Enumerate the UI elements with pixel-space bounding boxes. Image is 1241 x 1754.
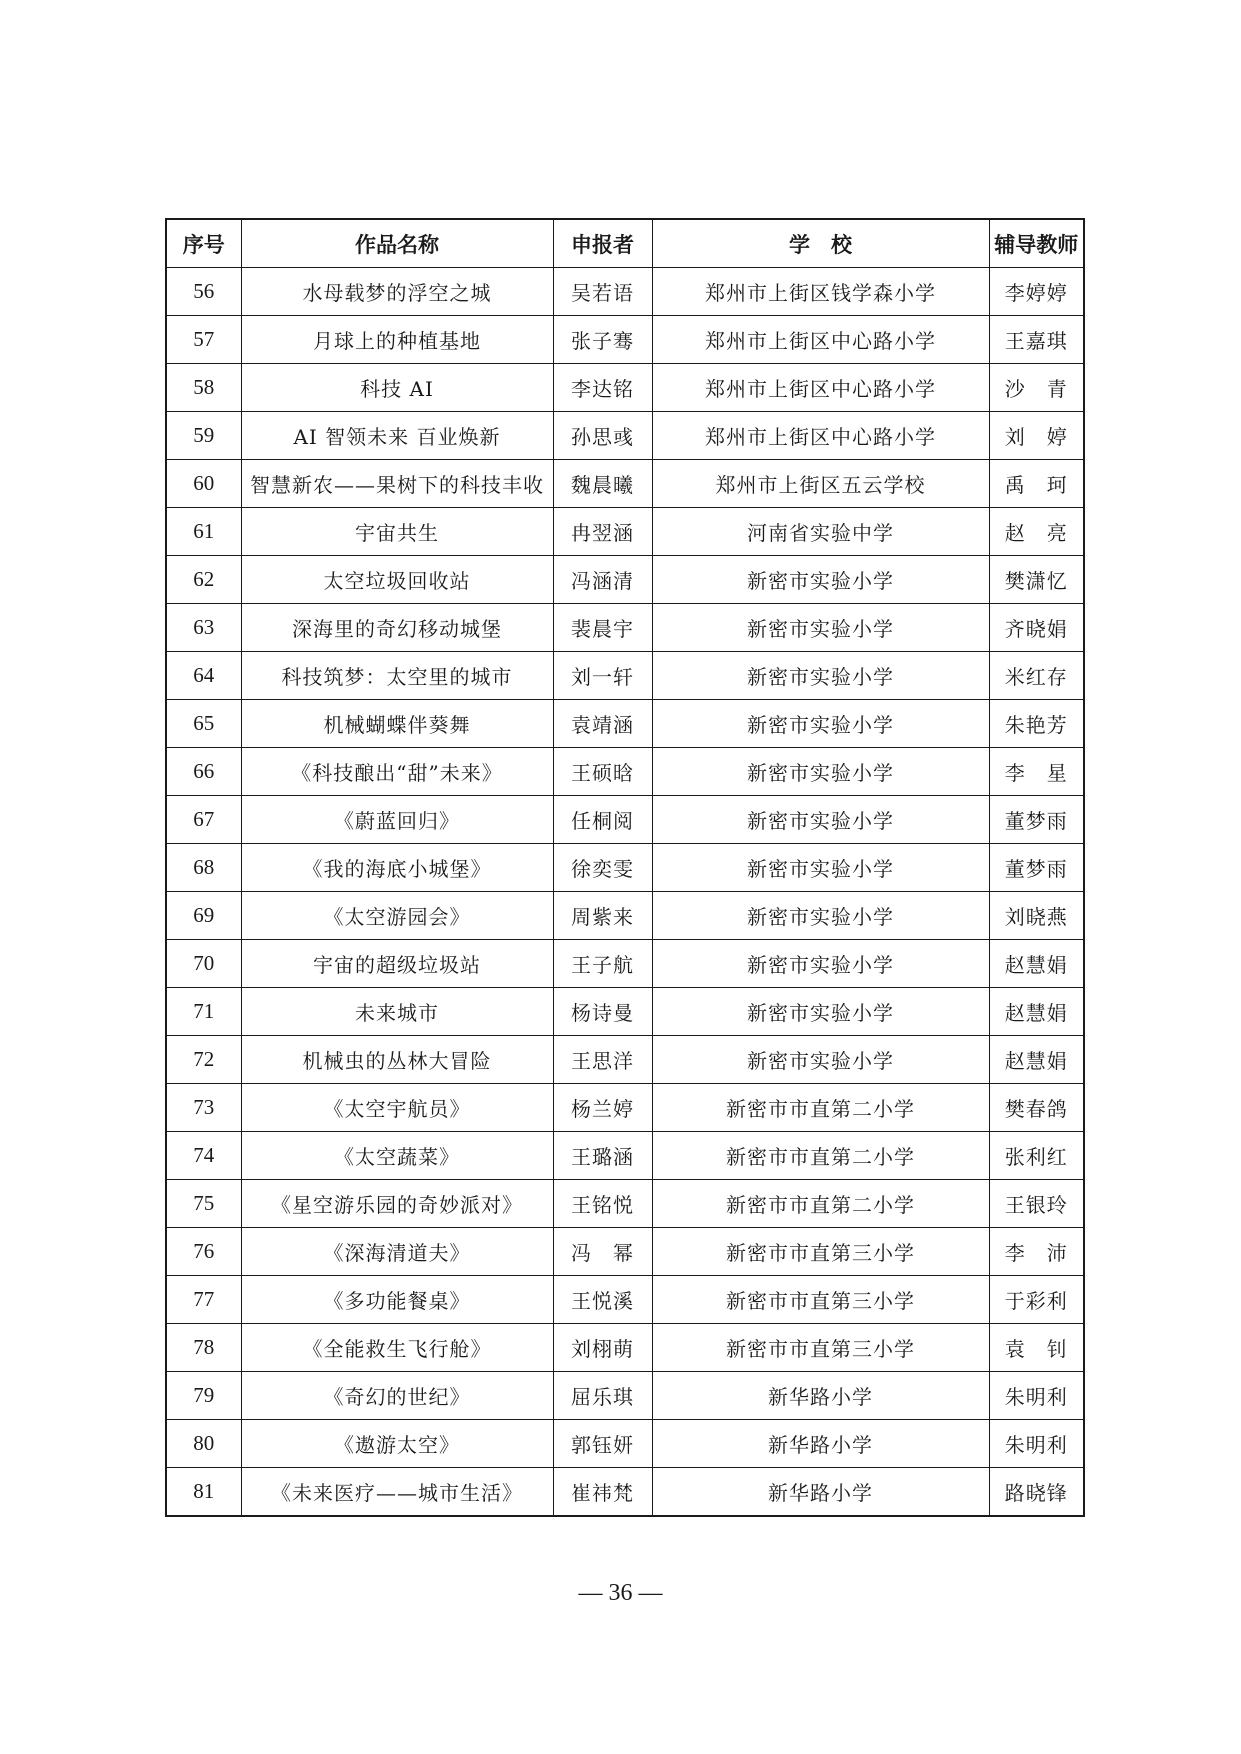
cell-school: 新密市实验小学 <box>652 652 989 700</box>
cell-school: 新密市实验小学 <box>652 556 989 604</box>
cell-index: 80 <box>166 1420 241 1468</box>
cell-index: 65 <box>166 700 241 748</box>
table-row <box>166 796 1084 844</box>
table-row <box>166 460 1084 508</box>
cell-teacher: 赵慧娟 <box>989 988 1084 1036</box>
cell-index: 60 <box>166 460 241 508</box>
cell-teacher: 齐晓娟 <box>989 604 1084 652</box>
cell-index: 56 <box>166 268 241 316</box>
cell-teacher: 禹 珂 <box>989 460 1084 508</box>
cell-work-title: 《星空游乐园的奇妙派对》 <box>241 1180 553 1228</box>
cell-school: 郑州市上街区五云学校 <box>652 460 989 508</box>
cell-teacher: 赵慧娟 <box>989 940 1084 988</box>
cell-applicant: 冯涵清 <box>553 556 652 604</box>
cell-index: 66 <box>166 748 241 796</box>
table-row <box>166 892 1084 940</box>
cell-school: 新密市实验小学 <box>652 892 989 940</box>
cell-school: 新密市市直第三小学 <box>652 1228 989 1276</box>
cell-work-title: 《未来医疗——城市生活》 <box>241 1468 553 1517</box>
cell-applicant: 袁靖涵 <box>553 700 652 748</box>
cell-teacher: 赵慧娟 <box>989 1036 1084 1084</box>
cell-work-title: 宇宙共生 <box>241 508 553 556</box>
cell-work-title: 太空垃圾回收站 <box>241 556 553 604</box>
table-row <box>166 316 1084 364</box>
cell-work-title: 机械蝴蝶伴葵舞 <box>241 700 553 748</box>
cell-index: 73 <box>166 1084 241 1132</box>
header-index: 序号 <box>166 219 241 268</box>
table-header-row <box>166 219 1084 268</box>
cell-work-title: 机械虫的丛林大冒险 <box>241 1036 553 1084</box>
cell-index: 81 <box>166 1468 241 1517</box>
cell-applicant: 周紫来 <box>553 892 652 940</box>
cell-work-title: 《多功能餐桌》 <box>241 1276 553 1324</box>
cell-applicant: 冉翌涵 <box>553 508 652 556</box>
header-teacher: 辅导教师 <box>989 219 1084 268</box>
cell-applicant: 屈乐琪 <box>553 1372 652 1420</box>
table-row <box>166 1228 1084 1276</box>
page-number: — 36 — <box>578 1580 663 1606</box>
cell-school: 新密市实验小学 <box>652 844 989 892</box>
cell-school: 新密市实验小学 <box>652 604 989 652</box>
table-row <box>166 748 1084 796</box>
cell-teacher: 沙 青 <box>989 364 1084 412</box>
cell-teacher: 袁 钊 <box>989 1324 1084 1372</box>
cell-applicant: 冯 幂 <box>553 1228 652 1276</box>
cell-applicant: 王思洋 <box>553 1036 652 1084</box>
cell-index: 72 <box>166 1036 241 1084</box>
cell-index: 61 <box>166 508 241 556</box>
table-row <box>166 508 1084 556</box>
table-body <box>166 268 1084 1517</box>
table-row <box>166 652 1084 700</box>
cell-applicant: 裴晨宇 <box>553 604 652 652</box>
cell-work-title: 未来城市 <box>241 988 553 1036</box>
cell-work-title: 《奇幻的世纪》 <box>241 1372 553 1420</box>
cell-index: 76 <box>166 1228 241 1276</box>
cell-index: 62 <box>166 556 241 604</box>
cell-work-title: 《全能救生飞行舱》 <box>241 1324 553 1372</box>
table-row <box>166 1372 1084 1420</box>
cell-applicant: 王子航 <box>553 940 652 988</box>
cell-teacher: 路晓锋 <box>989 1468 1084 1517</box>
cell-teacher: 李 星 <box>989 748 1084 796</box>
table-row <box>166 1324 1084 1372</box>
cell-teacher: 朱明利 <box>989 1372 1084 1420</box>
cell-index: 57 <box>166 316 241 364</box>
table-row <box>166 1468 1084 1517</box>
cell-teacher: 米红存 <box>989 652 1084 700</box>
cell-index: 67 <box>166 796 241 844</box>
cell-school: 新密市实验小学 <box>652 748 989 796</box>
cell-applicant: 杨兰婷 <box>553 1084 652 1132</box>
cell-applicant: 王悦溪 <box>553 1276 652 1324</box>
table-row <box>166 364 1084 412</box>
cell-school: 新密市市直第二小学 <box>652 1132 989 1180</box>
cell-work-title: 《深海清道夫》 <box>241 1228 553 1276</box>
cell-teacher: 王嘉琪 <box>989 316 1084 364</box>
table-row <box>166 556 1084 604</box>
cell-school: 郑州市上街区中心路小学 <box>652 412 989 460</box>
cell-index: 63 <box>166 604 241 652</box>
table-row <box>166 1036 1084 1084</box>
cell-school: 新密市实验小学 <box>652 988 989 1036</box>
cell-work-title: 《太空蔬菜》 <box>241 1132 553 1180</box>
cell-applicant: 吴若语 <box>553 268 652 316</box>
cell-applicant: 刘栩萌 <box>553 1324 652 1372</box>
table-row <box>166 604 1084 652</box>
cell-work-title: 深海里的奇幻移动城堡 <box>241 604 553 652</box>
header-work-title: 作品名称 <box>241 219 553 268</box>
cell-teacher: 刘 婷 <box>989 412 1084 460</box>
cell-school: 新密市市直第三小学 <box>652 1324 989 1372</box>
cell-school: 新密市市直第二小学 <box>652 1180 989 1228</box>
table-row <box>166 412 1084 460</box>
cell-applicant: 郭钰妍 <box>553 1420 652 1468</box>
cell-applicant: 杨诗曼 <box>553 988 652 1036</box>
cell-school: 郑州市上街区中心路小学 <box>652 364 989 412</box>
cell-work-title: 智慧新农——果树下的科技丰收 <box>241 460 553 508</box>
cell-index: 69 <box>166 892 241 940</box>
cell-index: 79 <box>166 1372 241 1420</box>
cell-applicant: 李达铭 <box>553 364 652 412</box>
table-row <box>166 1180 1084 1228</box>
cell-applicant: 张子骞 <box>553 316 652 364</box>
cell-index: 59 <box>166 412 241 460</box>
cell-applicant: 魏晨曦 <box>553 460 652 508</box>
cell-school: 新密市实验小学 <box>652 1036 989 1084</box>
table-row <box>166 700 1084 748</box>
cell-work-title: 《遨游太空》 <box>241 1420 553 1468</box>
table-row <box>166 1420 1084 1468</box>
cell-index: 75 <box>166 1180 241 1228</box>
cell-index: 71 <box>166 988 241 1036</box>
cell-applicant: 王铭悦 <box>553 1180 652 1228</box>
cell-teacher: 朱艳芳 <box>989 700 1084 748</box>
cell-work-title: 月球上的种植基地 <box>241 316 553 364</box>
cell-index: 78 <box>166 1324 241 1372</box>
table-row <box>166 1084 1084 1132</box>
cell-school: 河南省实验中学 <box>652 508 989 556</box>
cell-teacher: 董梦雨 <box>989 844 1084 892</box>
cell-index: 64 <box>166 652 241 700</box>
cell-teacher: 李婷婷 <box>989 268 1084 316</box>
cell-teacher: 董梦雨 <box>989 796 1084 844</box>
table-row <box>166 268 1084 316</box>
cell-applicant: 徐奕雯 <box>553 844 652 892</box>
cell-teacher: 李 沛 <box>989 1228 1084 1276</box>
cell-teacher: 于彩利 <box>989 1276 1084 1324</box>
cell-work-title: 水母载梦的浮空之城 <box>241 268 553 316</box>
table-row <box>166 1132 1084 1180</box>
cell-teacher: 张利红 <box>989 1132 1084 1180</box>
cell-teacher: 朱明利 <box>989 1420 1084 1468</box>
table-row <box>166 988 1084 1036</box>
cell-work-title: 宇宙的超级垃圾站 <box>241 940 553 988</box>
cell-work-title: 《太空宇航员》 <box>241 1084 553 1132</box>
cell-school: 新华路小学 <box>652 1468 989 1517</box>
cell-school: 新华路小学 <box>652 1420 989 1468</box>
cell-work-title: AI 智领未来 百业焕新 <box>241 412 553 460</box>
cell-work-title: 科技筑梦：太空里的城市 <box>241 652 553 700</box>
table-row <box>166 1276 1084 1324</box>
cell-index: 74 <box>166 1132 241 1180</box>
cell-teacher: 樊春鸽 <box>989 1084 1084 1132</box>
cell-applicant: 刘一轩 <box>553 652 652 700</box>
cell-school: 新密市市直第三小学 <box>652 1276 989 1324</box>
award-list-table <box>165 218 1085 1517</box>
cell-work-title: 《科技酿出“甜”未来》 <box>241 748 553 796</box>
cell-school: 新密市实验小学 <box>652 796 989 844</box>
cell-teacher: 赵 亮 <box>989 508 1084 556</box>
cell-applicant: 孙思彧 <box>553 412 652 460</box>
cell-school: 新密市实验小学 <box>652 940 989 988</box>
header-applicant: 申报者 <box>553 219 652 268</box>
cell-teacher: 樊潇忆 <box>989 556 1084 604</box>
table-row <box>166 940 1084 988</box>
cell-index: 58 <box>166 364 241 412</box>
cell-work-title: 科技 AI <box>241 364 553 412</box>
table-row <box>166 844 1084 892</box>
cell-school: 新密市市直第二小学 <box>652 1084 989 1132</box>
header-school: 学 校 <box>652 219 989 268</box>
cell-work-title: 《太空游园会》 <box>241 892 553 940</box>
cell-teacher: 刘晓燕 <box>989 892 1084 940</box>
cell-applicant: 崔祎梵 <box>553 1468 652 1517</box>
cell-index: 70 <box>166 940 241 988</box>
cell-applicant: 任桐阅 <box>553 796 652 844</box>
cell-school: 郑州市上街区中心路小学 <box>652 316 989 364</box>
cell-index: 77 <box>166 1276 241 1324</box>
cell-index: 68 <box>166 844 241 892</box>
cell-school: 新华路小学 <box>652 1372 989 1420</box>
cell-teacher: 王银玲 <box>989 1180 1084 1228</box>
cell-school: 郑州市上街区钱学森小学 <box>652 268 989 316</box>
cell-work-title: 《我的海底小城堡》 <box>241 844 553 892</box>
cell-work-title: 《蔚蓝回归》 <box>241 796 553 844</box>
cell-applicant: 王璐涵 <box>553 1132 652 1180</box>
cell-applicant: 王硕晗 <box>553 748 652 796</box>
cell-school: 新密市实验小学 <box>652 700 989 748</box>
